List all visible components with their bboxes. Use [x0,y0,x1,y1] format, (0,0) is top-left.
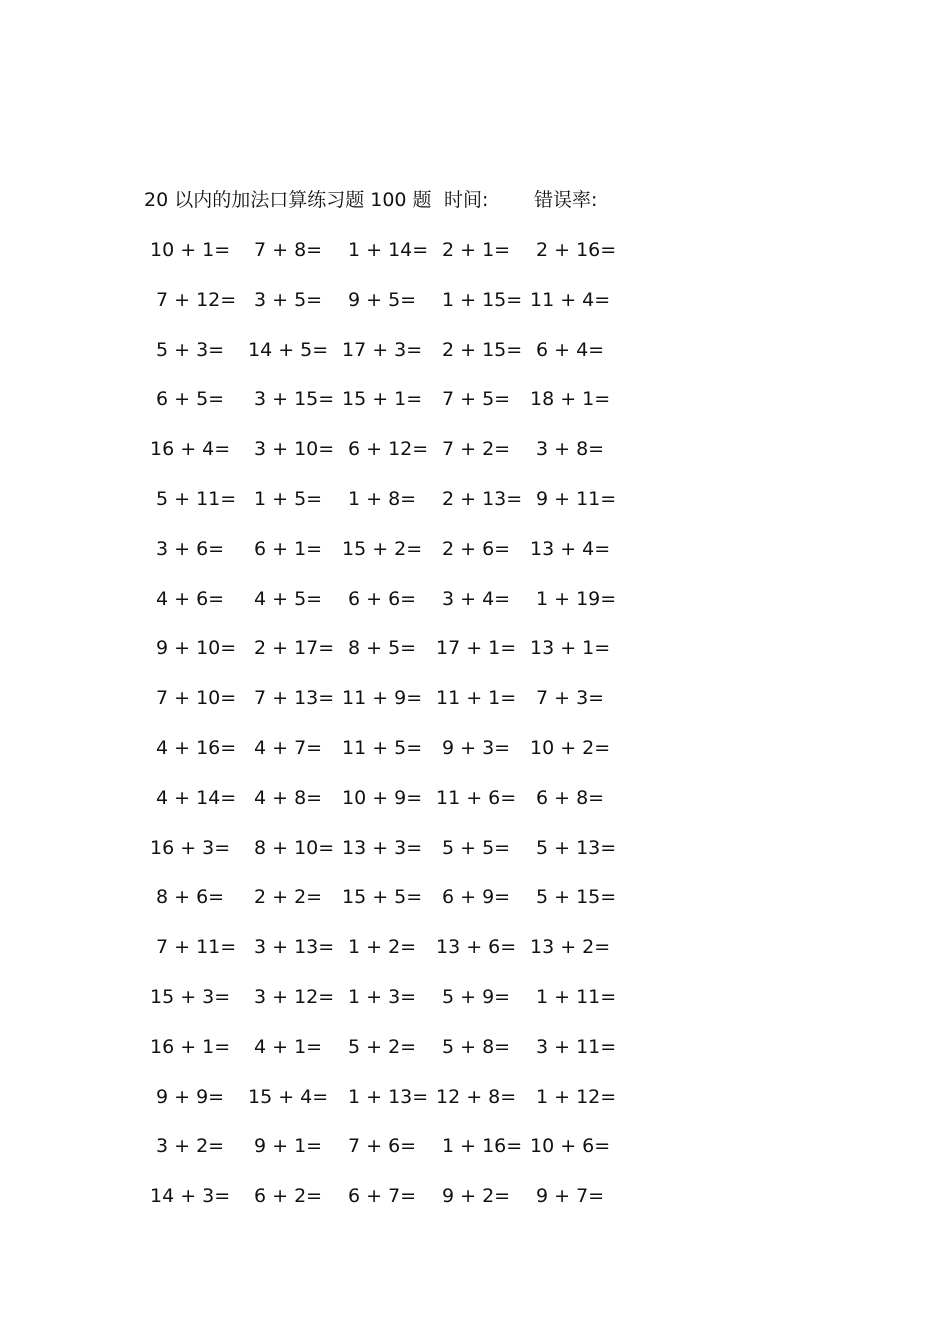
addition-problem: 4 + 14= [156,787,237,809]
addition-problem: 16 + 1= [150,1036,231,1058]
addition-problem: 1 + 3= [348,986,417,1008]
addition-problem: 5 + 2= [348,1036,417,1058]
addition-problem: 13 + 2= [530,936,611,958]
problem-row [0,684,950,714]
addition-problem: 9 + 11= [536,488,617,510]
addition-problem: 2 + 16= [536,239,617,261]
addition-problem: 4 + 5= [254,588,323,610]
addition-problem: 5 + 3= [156,339,225,361]
addition-problem: 15 + 2= [342,538,423,560]
addition-problem: 10 + 2= [530,737,611,759]
addition-problem: 3 + 10= [254,438,335,460]
addition-problem: 16 + 3= [150,837,231,859]
addition-problem: 3 + 6= [156,538,225,560]
addition-problem: 7 + 3= [536,687,605,709]
time-label: 时间: [444,189,489,211]
addition-problem: 9 + 5= [348,289,417,311]
addition-problem: 16 + 4= [150,438,231,460]
addition-problem: 6 + 5= [156,388,225,410]
problem-row [0,634,950,664]
addition-problem: 4 + 8= [254,787,323,809]
addition-problem: 11 + 9= [342,687,423,709]
addition-problem: 2 + 2= [254,886,323,908]
problem-row [0,585,950,615]
addition-problem: 13 + 3= [342,837,423,859]
addition-problem: 3 + 11= [536,1036,617,1058]
addition-problem: 6 + 9= [442,886,511,908]
addition-problem: 7 + 12= [156,289,237,311]
problem-row [0,1132,950,1162]
addition-problem: 1 + 13= [348,1086,429,1108]
addition-problem: 13 + 6= [436,936,517,958]
problem-row [0,535,950,565]
problem-row [0,983,950,1013]
addition-problem: 12 + 8= [436,1086,517,1108]
addition-problem: 2 + 17= [254,637,335,659]
addition-problem: 9 + 1= [254,1135,323,1157]
addition-problem: 3 + 13= [254,936,335,958]
addition-problem: 13 + 4= [530,538,611,560]
addition-problem: 2 + 15= [442,339,523,361]
addition-problem: 5 + 13= [536,837,617,859]
addition-problem: 3 + 2= [156,1135,225,1157]
addition-problem: 11 + 1= [436,687,517,709]
addition-problem: 11 + 4= [530,289,611,311]
addition-problem: 5 + 11= [156,488,237,510]
addition-problem: 9 + 10= [156,637,237,659]
addition-problem: 6 + 7= [348,1185,417,1207]
addition-problem: 10 + 6= [530,1135,611,1157]
addition-problem: 1 + 15= [442,289,523,311]
problem-row [0,485,950,515]
addition-problem: 5 + 5= [442,837,511,859]
addition-problem: 11 + 5= [342,737,423,759]
addition-problem: 1 + 19= [536,588,617,610]
addition-problem: 3 + 4= [442,588,511,610]
addition-problem: 9 + 3= [442,737,511,759]
addition-problem: 1 + 2= [348,936,417,958]
problem-row [0,1182,950,1212]
addition-problem: 7 + 6= [348,1135,417,1157]
addition-problem: 18 + 1= [530,388,611,410]
error-rate-label: 错误率: [534,189,598,211]
addition-problem: 8 + 6= [156,886,225,908]
addition-problem: 1 + 8= [348,488,417,510]
problem-row [0,236,950,266]
addition-problem: 14 + 3= [150,1185,231,1207]
addition-problem: 6 + 12= [348,438,429,460]
addition-problem: 7 + 13= [254,687,335,709]
addition-problem: 8 + 5= [348,637,417,659]
addition-problem: 4 + 16= [156,737,237,759]
addition-problem: 5 + 9= [442,986,511,1008]
addition-problem: 6 + 1= [254,538,323,560]
addition-problem: 13 + 1= [530,637,611,659]
addition-problem: 1 + 5= [254,488,323,510]
addition-problem: 15 + 3= [150,986,231,1008]
addition-problem: 3 + 15= [254,388,335,410]
problem-row [0,784,950,814]
addition-problem: 5 + 15= [536,886,617,908]
addition-problem: 17 + 1= [436,637,517,659]
addition-problem: 7 + 8= [254,239,323,261]
addition-problem: 3 + 8= [536,438,605,460]
addition-problem: 14 + 5= [248,339,329,361]
addition-problem: 3 + 5= [254,289,323,311]
addition-problem: 2 + 6= [442,538,511,560]
problem-row [0,385,950,415]
addition-problem: 9 + 2= [442,1185,511,1207]
addition-problem: 5 + 8= [442,1036,511,1058]
addition-problem: 4 + 6= [156,588,225,610]
problem-row [0,1083,950,1113]
addition-problem: 17 + 3= [342,339,423,361]
addition-problem: 6 + 8= [536,787,605,809]
problem-row [0,336,950,366]
addition-problem: 15 + 1= [342,388,423,410]
problem-row [0,834,950,864]
addition-problem: 10 + 9= [342,787,423,809]
addition-problem: 9 + 7= [536,1185,605,1207]
addition-problem: 6 + 6= [348,588,417,610]
problem-row [0,435,950,465]
addition-problem: 1 + 14= [348,239,429,261]
addition-problem: 9 + 9= [156,1086,225,1108]
addition-problem: 2 + 1= [442,239,511,261]
problem-row [0,734,950,764]
addition-problem: 4 + 7= [254,737,323,759]
problem-row [0,1033,950,1063]
problem-row [0,883,950,913]
addition-problem: 4 + 1= [254,1036,323,1058]
addition-problem: 7 + 5= [442,388,511,410]
problem-row [0,933,950,963]
addition-problem: 7 + 2= [442,438,511,460]
addition-problem: 6 + 4= [536,339,605,361]
addition-problem: 1 + 16= [442,1135,523,1157]
addition-problem: 3 + 12= [254,986,335,1008]
addition-problem: 15 + 5= [342,886,423,908]
addition-problem: 11 + 6= [436,787,517,809]
problem-row [0,286,950,316]
addition-problem: 15 + 4= [248,1086,329,1108]
addition-problem: 7 + 11= [156,936,237,958]
addition-problem: 2 + 13= [442,488,523,510]
worksheet-title: 20 以内的加法口算练习题 100 题 [144,189,432,211]
addition-problem: 1 + 12= [536,1086,617,1108]
addition-problem: 10 + 1= [150,239,231,261]
addition-problem: 1 + 11= [536,986,617,1008]
addition-problem: 8 + 10= [254,837,335,859]
addition-problem: 6 + 2= [254,1185,323,1207]
addition-problem: 7 + 10= [156,687,237,709]
